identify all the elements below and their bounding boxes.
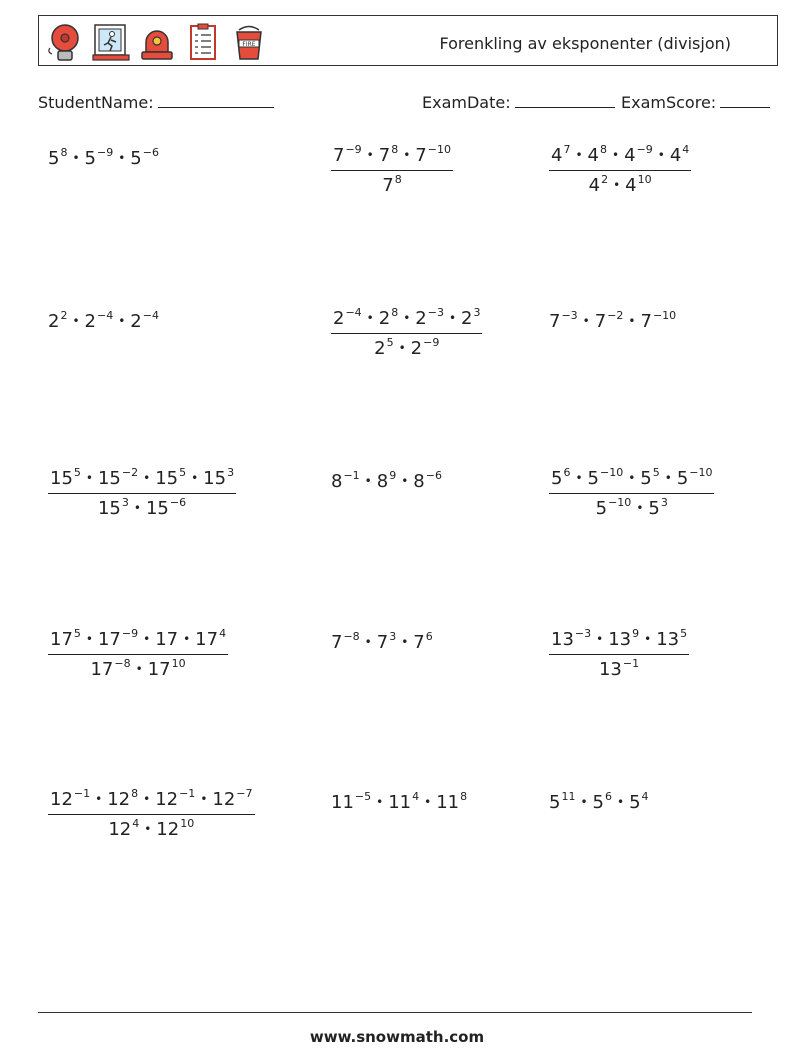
problem-4 (48, 308, 159, 332)
term-exponent: −1 (73, 786, 91, 800)
term-base: 5 (587, 468, 599, 489)
fraction (549, 626, 689, 680)
fraction (549, 465, 714, 519)
term-base: 5 (48, 148, 60, 169)
problem-12 (549, 626, 689, 680)
term-exponent: −9 (636, 142, 653, 156)
term-base: 7 (413, 632, 425, 653)
fraction (331, 142, 453, 196)
term-exponent: 11 (561, 789, 576, 803)
multiply-dot: • (575, 471, 583, 485)
term-base: 5 (551, 468, 563, 489)
term-exponent: 3 (389, 629, 397, 643)
term-exponent: 2 (601, 172, 609, 186)
problem-14 (331, 789, 468, 813)
term-exponent: −5 (354, 789, 372, 803)
term-base: 12 (212, 789, 236, 810)
problem-9 (549, 465, 714, 519)
term-base: 2 (415, 308, 427, 329)
multiply-dot: • (143, 471, 151, 485)
term-exponent: 2 (60, 308, 68, 322)
term-base: 12 (155, 789, 179, 810)
exam-date-label: ExamDate: (422, 93, 511, 112)
term-exponent: −7 (236, 786, 253, 800)
siren-light-icon (137, 22, 177, 62)
multiply-dot: • (191, 471, 199, 485)
term-base: 2 (461, 308, 473, 329)
term-exponent: 5 (680, 626, 688, 640)
term-exponent: 3 (660, 495, 668, 509)
denominator (549, 171, 691, 196)
term-base: 11 (388, 792, 412, 813)
term-exponent: −10 (689, 465, 713, 479)
multiply-dot: • (580, 795, 588, 809)
term-base: 7 (376, 632, 389, 653)
term-exponent: 7 (563, 142, 571, 156)
multiply-dot: • (95, 792, 103, 806)
exam-score-label: ExamScore: (621, 93, 717, 112)
multiply-dot: • (424, 795, 432, 809)
multiply-dot: • (364, 635, 372, 649)
numerator (331, 142, 453, 171)
multiply-dot: • (366, 148, 374, 162)
term-exponent: 5 (652, 465, 660, 479)
term-exponent: 4 (132, 816, 140, 830)
term-exponent: 9 (632, 626, 640, 640)
multiply-dot: • (398, 341, 406, 355)
problem-6 (549, 308, 677, 332)
term-base: 5 (595, 498, 608, 519)
term-exponent: −6 (142, 145, 159, 159)
term-base: 7 (415, 145, 427, 166)
term-base: 12 (156, 819, 180, 840)
term-exponent: 4 (219, 626, 227, 640)
exam-score-blank[interactable] (720, 93, 770, 108)
term-exponent: −9 (423, 335, 440, 349)
term-base: 12 (50, 789, 73, 810)
multiply-dot: • (366, 311, 374, 325)
multiply-dot: • (657, 148, 665, 162)
term-exponent: 8 (131, 786, 139, 800)
fraction (331, 305, 482, 359)
term-base: 17 (147, 659, 171, 680)
term-exponent: 6 (604, 789, 612, 803)
term-exponent: 5 (73, 626, 81, 640)
multiply-dot: • (403, 311, 411, 325)
term-exponent: −6 (169, 495, 187, 509)
term-base: 17 (155, 629, 179, 650)
problem-5 (331, 305, 482, 359)
term-base: 5 (592, 792, 604, 813)
multiply-dot: • (72, 314, 80, 328)
numerator (549, 465, 714, 494)
term-exponent: 8 (394, 172, 402, 186)
term-exponent: −9 (121, 626, 139, 640)
numerator (48, 786, 255, 815)
problem-11 (331, 629, 433, 653)
term-exponent: 8 (460, 789, 468, 803)
term-base: 17 (97, 629, 121, 650)
student-name-label: StudentName: (38, 93, 154, 112)
term-base: 13 (598, 659, 622, 680)
multiply-dot: • (85, 632, 93, 646)
term-exponent: 4 (412, 789, 420, 803)
problem-8 (331, 468, 442, 492)
multiply-dot: • (575, 148, 583, 162)
term-base: 13 (551, 629, 574, 650)
multiply-dot: • (611, 148, 620, 162)
term-base: 2 (48, 311, 60, 332)
problem-3 (549, 142, 691, 196)
term-exponent: −6 (425, 468, 442, 482)
numerator (48, 465, 236, 494)
term-base: 15 (97, 498, 121, 519)
term-base: 5 (549, 792, 561, 813)
term-base: 12 (108, 819, 132, 840)
problem-13 (48, 786, 255, 840)
multiply-dot: • (118, 314, 126, 328)
fire-bucket-icon (229, 22, 269, 62)
term-base: 11 (436, 792, 460, 813)
term-exponent: 5 (386, 335, 394, 349)
term-base: 7 (549, 311, 561, 332)
footer-url[interactable]: www.snowmath.com (309, 1028, 485, 1046)
term-exponent: 3 (473, 305, 481, 319)
multiply-dot: • (200, 792, 208, 806)
problem-10 (48, 626, 228, 680)
term-base: 5 (640, 468, 652, 489)
term-base: 2 (378, 308, 391, 329)
term-base: 17 (50, 629, 73, 650)
term-exponent: −2 (607, 308, 624, 322)
denominator (549, 655, 689, 680)
term-exponent: −8 (343, 629, 360, 643)
multiply-dot: • (613, 178, 621, 192)
multiply-dot: • (644, 632, 652, 646)
term-base: 2 (130, 311, 142, 332)
multiply-dot: • (85, 471, 93, 485)
term-base: 7 (594, 311, 607, 332)
numerator (331, 305, 482, 334)
multiply-dot: • (143, 632, 151, 646)
term-exponent: 10 (171, 656, 186, 670)
multiply-dot: • (596, 632, 604, 646)
term-base: 4 (669, 145, 682, 166)
term-base: 2 (410, 338, 423, 359)
multiply-dot: • (364, 474, 372, 488)
term-exponent: 8 (599, 142, 607, 156)
multiply-dot: • (376, 795, 384, 809)
term-base: 8 (331, 471, 343, 492)
term-exponent: −4 (142, 308, 159, 322)
bucket-label: FIRE (242, 41, 256, 48)
fraction (549, 142, 691, 196)
term-exponent: −10 (652, 308, 677, 322)
term-base: 4 (551, 145, 563, 166)
fraction (48, 465, 236, 519)
term-base: 4 (587, 145, 599, 166)
footer-divider (38, 1012, 752, 1013)
student-name-blank[interactable] (158, 93, 274, 108)
multiply-dot: • (636, 501, 644, 515)
problem-2 (331, 142, 453, 196)
multiply-dot: • (628, 314, 636, 328)
multiply-dot: • (401, 474, 409, 488)
term-base: 7 (331, 632, 343, 653)
header-icons (45, 22, 269, 62)
term-exponent: −8 (114, 656, 131, 670)
term-exponent: 5 (73, 465, 81, 479)
term-base: 4 (624, 145, 636, 166)
denominator (549, 494, 714, 519)
term-base: 5 (130, 148, 142, 169)
term-exponent: 9 (389, 468, 397, 482)
term-base: 13 (608, 629, 632, 650)
term-exponent: −1 (343, 468, 360, 482)
term-base: 7 (378, 145, 391, 166)
checklist-icon (183, 22, 223, 62)
numerator (549, 626, 689, 655)
multiply-dot: • (664, 471, 672, 485)
problem-7 (48, 465, 236, 519)
term-exponent: 4 (682, 142, 690, 156)
worksheet-title: Forenkling av eksponenter (divisjon) (439, 34, 731, 53)
multiply-dot: • (616, 795, 625, 809)
term-exponent: −10 (599, 465, 624, 479)
fire-alarm-bell-icon (45, 22, 85, 62)
exam-score-field[interactable] (621, 93, 770, 112)
term-base: 4 (588, 175, 601, 196)
term-base: 15 (155, 468, 179, 489)
multiply-dot: • (403, 148, 411, 162)
term-base: 5 (629, 792, 641, 813)
term-exponent: −4 (96, 308, 114, 322)
term-exponent: 6 (563, 465, 571, 479)
term-exponent: −3 (574, 626, 592, 640)
term-base: 17 (90, 659, 114, 680)
emergency-exit-icon (91, 22, 131, 62)
term-exponent: 10 (180, 816, 195, 830)
term-base: 15 (97, 468, 121, 489)
multiply-dot: • (133, 501, 141, 515)
exam-date-blank[interactable] (515, 93, 615, 108)
multiply-dot: • (135, 662, 143, 676)
term-base: 5 (648, 498, 660, 519)
term-base: 15 (145, 498, 169, 519)
denominator (331, 334, 482, 359)
term-base: 5 (84, 148, 96, 169)
denominator (48, 494, 236, 519)
multiply-dot: • (628, 471, 636, 485)
fraction (48, 786, 255, 840)
term-base: 17 (195, 629, 219, 650)
multiply-dot: • (118, 151, 126, 165)
term-exponent: 3 (227, 465, 235, 479)
term-exponent: 8 (60, 145, 68, 159)
multiply-dot: • (183, 632, 191, 646)
term-base: 12 (107, 789, 131, 810)
term-exponent: 5 (179, 465, 187, 479)
denominator (48, 655, 228, 680)
term-exponent: −4 (345, 305, 362, 319)
term-exponent: −3 (427, 305, 444, 319)
term-base: 7 (640, 311, 652, 332)
term-base: 8 (413, 471, 425, 492)
term-base: 4 (625, 175, 637, 196)
denominator (331, 171, 453, 196)
term-base: 5 (676, 468, 689, 489)
term-exponent: −1 (179, 786, 196, 800)
term-base: 2 (374, 338, 386, 359)
term-base: 7 (382, 175, 394, 196)
denominator (48, 815, 255, 840)
term-exponent: 4 (641, 789, 649, 803)
fraction (48, 626, 228, 680)
multiply-dot: • (582, 314, 590, 328)
term-base: 15 (203, 468, 227, 489)
term-exponent: 3 (121, 495, 129, 509)
term-exponent: 8 (391, 142, 399, 156)
student-name-field[interactable] (38, 93, 274, 112)
term-base: 2 (333, 308, 345, 329)
term-exponent: −10 (427, 142, 451, 156)
multiply-dot: • (144, 822, 152, 836)
multiply-dot: • (72, 151, 80, 165)
term-base: 7 (333, 145, 345, 166)
term-base: 13 (656, 629, 680, 650)
term-exponent: 8 (391, 305, 399, 319)
problem-1 (48, 145, 159, 169)
worksheet-header (38, 15, 778, 66)
term-base: 2 (84, 311, 96, 332)
term-exponent: −9 (345, 142, 362, 156)
term-exponent: −10 (608, 495, 632, 509)
numerator (48, 626, 228, 655)
numerator (549, 142, 691, 171)
multiply-dot: • (143, 792, 151, 806)
term-exponent: −3 (561, 308, 578, 322)
multiply-dot: • (401, 635, 409, 649)
term-exponent: 10 (637, 172, 652, 186)
multiply-dot: • (448, 311, 457, 325)
term-exponent: −1 (622, 656, 640, 670)
exam-date-field[interactable] (422, 93, 615, 112)
term-exponent: −9 (96, 145, 114, 159)
problem-15 (549, 789, 649, 813)
term-exponent: −2 (121, 465, 139, 479)
term-exponent: 6 (425, 629, 433, 643)
term-base: 11 (331, 792, 354, 813)
term-base: 15 (50, 468, 73, 489)
term-base: 8 (376, 471, 389, 492)
